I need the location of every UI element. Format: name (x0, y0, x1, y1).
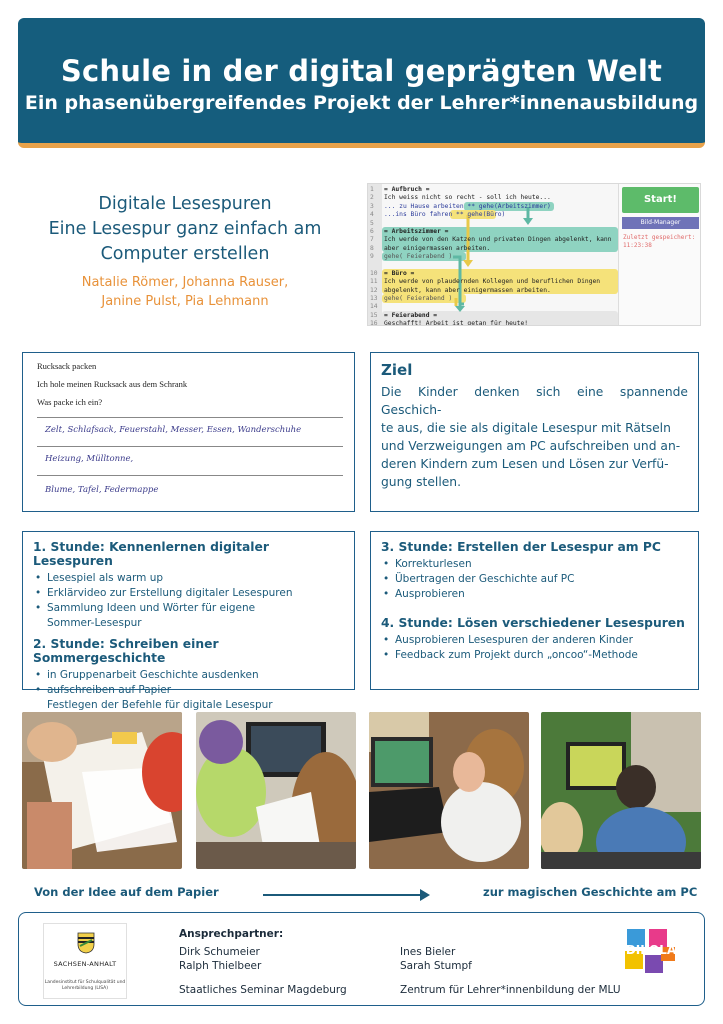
progress-arrow-line (263, 894, 423, 896)
lesespur-editor-screenshot (367, 183, 701, 326)
handwritten-answer: Blume, Tafel, Federmappe (45, 485, 159, 495)
line-number: 3 (370, 203, 374, 210)
author-line: Janine Pulst, Pia Lehmann (101, 294, 269, 309)
caption-left: Von der Idee auf dem Papier (34, 885, 219, 899)
code-line: abgelenkt, kann aber einigermassen arbeiten. (384, 287, 551, 294)
code-line: gehe( Feierabend ) (384, 295, 453, 302)
ruled-line (37, 475, 343, 476)
line-number: 12 (370, 287, 378, 294)
lesson-list (33, 571, 344, 631)
photo-laptop-girl (369, 712, 529, 869)
worksheet-title: Rucksack packen (37, 361, 97, 371)
caption-right: zur magischen Geschichte am PC (483, 885, 698, 899)
saved-label: Zuletzt gespeichert: (623, 234, 696, 241)
code-line: = Büro = (384, 270, 415, 277)
contact-name: Ralph Thielbeer (179, 960, 262, 972)
logo-name: SACHSEN-ANHALT (53, 960, 117, 968)
goal-line: und Verzweigungen am PC aufschreiben und an- (381, 439, 681, 453)
code-line: = Feierabend = (384, 312, 438, 319)
contact-name: Ines Bieler (400, 946, 456, 958)
project-title-line: Computer erstellen (100, 244, 270, 264)
lesson-heading: 4. Stunde: Lösen verschiedener Lesespuren (381, 616, 685, 630)
code-line: = Arbeitszimmer = (384, 228, 449, 235)
lesson-list (381, 557, 688, 602)
line-number: 6 (370, 228, 374, 235)
goal-text (381, 383, 688, 491)
goal-line: te aus, die sie als digitale Lesespur mit Rätseln (381, 421, 671, 435)
code-line: Ich werde von plaudernden Kollegen und beruflichen Dingen (384, 278, 601, 285)
line-number: 10 (370, 270, 378, 277)
code-line: Ich werde von den Katzen und privaten Dingen abgelenkt, kann (384, 236, 612, 243)
goal-line: gung stellen. (381, 475, 462, 489)
line-number: 5 (370, 220, 374, 227)
line-number: 15 (370, 312, 378, 319)
ruled-line (37, 446, 343, 447)
contact-org: Zentrum für Lehrer*innenbildung der MLU (400, 984, 621, 996)
dikola-logo (623, 927, 679, 977)
bild-manager-button[interactable]: Bild-Manager (622, 217, 699, 229)
photo-paper-work (22, 712, 182, 869)
ruled-line (37, 417, 343, 418)
list-item: • Übertragen der Geschichte auf PC (381, 572, 688, 587)
code-line: ... zu Hause arbeiten ** gehe(Arbeitszimmer) (384, 203, 551, 210)
list-item: • Sammlung Ideen und Wörter für eigene (33, 601, 344, 616)
lesson-heading: 2. Stunde: Schreiben einer Sommergeschichte (33, 637, 219, 665)
list-item: • Ausprobieren (381, 587, 688, 602)
list-item: • Erklärvideo zur Erstellung digitaler Lesespuren (33, 586, 344, 601)
photo-girl-reading (196, 712, 356, 869)
line-number: 1 (370, 186, 374, 193)
contact-box (18, 912, 705, 1006)
worksheet-line: Ich hole meinen Rucksack aus dem Schrank (37, 379, 188, 389)
poster-header (18, 18, 705, 148)
worksheet-question: Was packe ich ein? (37, 397, 103, 407)
dikola-text: DIKOLA (625, 943, 677, 957)
list-item: • Korrekturlesen (381, 557, 688, 572)
list-item: • Ausprobieren Lesespuren der anderen Kinder (381, 633, 688, 648)
author-line: Natalie Römer, Johanna Rauser, (81, 275, 289, 290)
sachsen-anhalt-logo (43, 923, 127, 999)
arrow-right-icon (420, 889, 430, 901)
code-line: Geschafft! Arbeit ist getan für heute! (384, 320, 529, 326)
contact-name: Sarah Stumpf (400, 960, 472, 972)
project-title-block (40, 192, 330, 311)
list-item: • Lesespiel als warm up (33, 571, 344, 586)
saved-status (623, 234, 695, 250)
handwritten-answer: Heizung, Mülltonne, (45, 454, 134, 464)
project-title-line: Eine Lesespur ganz einfach am (48, 219, 322, 239)
lessons-box-right (370, 531, 699, 690)
start-button[interactable]: Start! (622, 187, 699, 213)
photo-computer-boy (541, 712, 701, 869)
list-item: Sommer-Lesespur (47, 617, 142, 629)
code-line: ...ins Büro fahren ** gehe(Büro) (384, 211, 506, 218)
line-number: 9 (370, 253, 374, 260)
line-number: 4 (370, 211, 374, 218)
line-number: 16 (370, 320, 378, 326)
goal-heading: Ziel (381, 361, 413, 379)
lesson-list (381, 633, 688, 663)
goal-box (370, 352, 699, 512)
code-line: gehe( Feierabend ) (384, 253, 453, 260)
lesson-list (33, 668, 344, 713)
contact-name: Dirk Schumeier (179, 946, 260, 958)
saved-time: 11:23:38 (623, 242, 652, 249)
project-authors (40, 273, 330, 311)
code-line: aber einigermassen arbeiten. (384, 245, 491, 252)
handwritten-answer: Zelt, Schlafsack, Feuerstahl, Messer, Essen, Wanderschuhe (45, 425, 302, 435)
project-title-line: Digitale Lesespuren (98, 194, 272, 214)
line-number: 13 (370, 295, 378, 302)
lesson-heading: 1. Stunde: Kennenlernen digitaler Lesespuren (33, 540, 269, 568)
lesson-heading: 3. Stunde: Erstellen der Lesespur am PC (381, 540, 661, 554)
goal-line: deren Kindern zum Lesen und Lösen zur Verfü- (381, 457, 669, 471)
worksheet-box (22, 352, 355, 512)
goal-line: Die Kinder denken sich eine spannende Geschich- (381, 385, 688, 417)
list-item: Festlegen der Befehle für digitale Lesespur (47, 699, 273, 711)
list-item: • in Gruppenarbeit Geschichte ausdenken (33, 668, 344, 683)
contact-heading: Ansprechpartner: (179, 928, 284, 940)
lessons-box-left (22, 531, 355, 711)
list-item: • Feedback zum Projekt durch „oncoo“-Methode (381, 648, 688, 663)
line-number: 7 (370, 236, 374, 243)
line-number: 2 (370, 194, 374, 201)
logo-subtitle: Landesinstitut für Schulqualität und Lehrerbildung (LISA) (44, 980, 126, 991)
code-line: Ich weiss nicht so recht - soll ich heute... (384, 194, 551, 201)
coat-of-arms-icon (77, 932, 95, 954)
editor-sidebar (618, 184, 701, 326)
code-editor (368, 184, 618, 326)
code-line: = Aufbruch = (384, 186, 430, 193)
poster-title: Schule in der digital geprägten Welt (60, 54, 663, 88)
poster-subtitle: Ein phasenübergreifendes Projekt der Lehrer*innenausbildung (24, 92, 699, 114)
line-number: 14 (370, 303, 378, 310)
line-number: 11 (370, 278, 378, 285)
list-item: • aufschreiben auf Papier (33, 683, 344, 698)
line-number: 8 (370, 245, 374, 252)
contact-org: Staatliches Seminar Magdeburg (179, 984, 347, 996)
